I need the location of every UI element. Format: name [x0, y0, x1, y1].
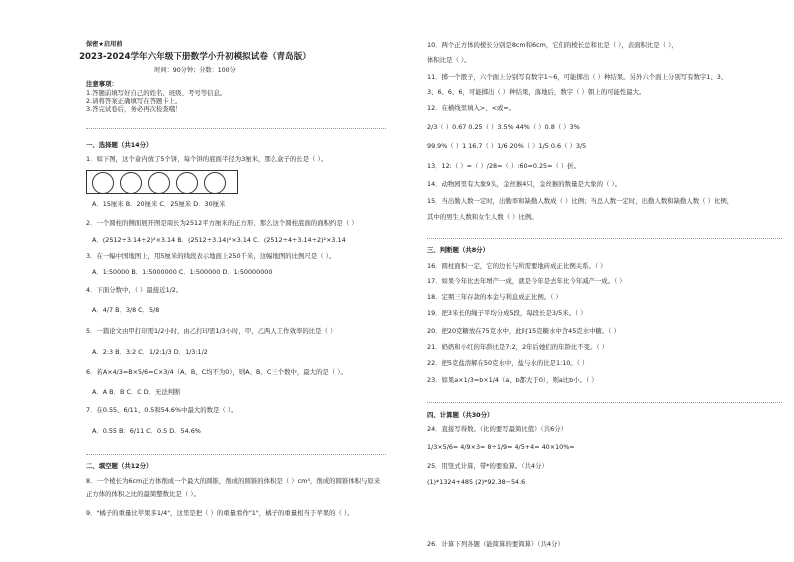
- question-5-options: A．2:3 B．3:2 C．1/2:1/3 D．1/3:1/2: [92, 348, 208, 356]
- question-25-items: (1)*1324+485 (2)*92.38−54.6: [427, 478, 526, 486]
- question-15-cont: 其中的男生人数和女生人数（ ）比例。: [427, 213, 538, 221]
- question-17: 17．如果今年比去年增产一成，就是今年是去年比今年减产一成。（ ）: [427, 277, 626, 285]
- question-6: 6．若A×4/3=B×5/6=C×3/4（A、B、C均不为0），则A、B、C三个数中，最大的是（ ）。: [86, 368, 347, 376]
- question-4: 4．下面分数中，（ ）最接近1/2。: [86, 286, 183, 294]
- question-8: 8．一个棱长为6cm正方体削成一个最大的圆锥，削成的圆锥的体积是（ ）cm³，削成的圆锥体积与原来: [86, 477, 381, 485]
- question-24: 24．直接写得数。（比的要写最简比值）（共6分）: [427, 425, 567, 433]
- question-3: 3．在一幅中国地图上，用5厘米的线段表示地面上250千米，这幅地图的比例尺是（ ）。: [86, 252, 336, 260]
- question-10-cont: 体积比是（ ）。: [427, 56, 471, 64]
- divider: [86, 128, 386, 129]
- question-26: 26．计算下列各题（能简算的要简算）（共4分）: [427, 540, 564, 548]
- note-item: 3.答完试卷后，务必再次检查哦！: [86, 105, 182, 113]
- question-11: 11．掷一个骰子，六个面上分别写有数字1~6，可能掷出（ ）种结果。另外六个面上分别写有数字1、3、: [427, 73, 728, 81]
- question-13: 13．12:（ ）=（ ）/28=（ ）:60=0.25=（ ）折。: [427, 162, 581, 170]
- question-2-options: A．(2512÷3.14÷2)²×3.14 B．(2512÷3.14)²×3.14 C．(2512÷4÷3.14÷2)²×3.14: [92, 236, 346, 244]
- question-1: 1．如下图，这个盒内放了5个饼，每个饼的底面半径为3厘米，那么盒子的长是（ ）。: [86, 155, 328, 163]
- circle-shape: [148, 172, 170, 194]
- notes-heading: 注意事项：: [86, 80, 118, 88]
- section-heading-four: 四、计算题（共30分）: [427, 411, 494, 419]
- question-3-options: A．1:50000 B．1:5000000 C．1:500000 D．1:50000000: [92, 268, 273, 276]
- question-21: 21．奶奶和小红的年龄比是7:2，2年后她们的年龄比不变。（ ）: [427, 343, 609, 351]
- divider: [427, 402, 782, 403]
- section-heading-one: 一、选择题（共14分）: [86, 141, 153, 149]
- question-5: 5．一篇论文由甲打印需1/2小时，由乙打印需1/3小时，甲、乙两人工作效率的比是（ ）: [86, 327, 337, 335]
- question-18: 18．定期三年存款的本金与利息成正比例。（ ）: [427, 293, 562, 301]
- circles-figure: [86, 170, 238, 194]
- question-4-options: A．4/7 B．3/8 C．5/8: [92, 306, 160, 314]
- question-12: 12．在横线里填入>、<或=。: [427, 104, 516, 112]
- circle-shape: [120, 172, 142, 194]
- question-25: 25．用竖式计算，带*的要验算。（共4分）: [427, 462, 548, 470]
- question-9: 9．"橘子的重量比苹果多1/4"，这里是把（ ）的重量看作"1"，橘子的重量相当于苹果的（ ）。: [86, 509, 354, 517]
- question-22: 22．把5克盐溶解在50克水中，盐与水的比是1:10。（ ）: [427, 359, 589, 367]
- left-column: [0, 0, 390, 562]
- page-title: 2023-2024学年六年级下册数学小升初模拟试卷（青岛版）: [79, 52, 311, 62]
- question-24-items: 1/3×5/6= 4/9×3= 8÷1/9= 4/5+4= 40×10%=: [427, 443, 575, 451]
- divider: [427, 238, 782, 239]
- note-item: 2.请将答案正确填写在答题卡上。: [86, 97, 182, 105]
- secret-mark: 保密★启用前: [86, 41, 123, 48]
- question-16: 16．圆柱面积一定，它的边长与所需要地砖成正比例关系。（ ）: [427, 262, 607, 270]
- question-12-row-2: 99.9%（ ）1 16.7（ ）1/6 20%（ ）1/5 0.6（ ）3/5: [427, 142, 587, 150]
- question-6-options: A．A B．B C．C D．无法判断: [92, 388, 181, 396]
- section-heading-two: 二、填空题（共12分）: [86, 462, 153, 470]
- question-8-cont: 正方体的体积之比的最简整数比是（ ）。: [86, 490, 200, 498]
- circle-shape: [204, 172, 226, 194]
- page-subtitle: 时间：90分钟；分数：100分: [154, 67, 236, 74]
- question-14: 14．动物园里有大象9头，金丝猴4只，金丝猴的数量是大象的（ ）。: [427, 180, 622, 188]
- divider: [86, 454, 386, 455]
- section-heading-three: 三、判断题（共8分）: [427, 246, 489, 254]
- question-7: 7．在0.55、6/11、0.5和54.6%中最大的数是（ ）。: [86, 406, 238, 414]
- question-7-options: A．0.55 B．6/11 C．0.5 D．54.6%: [92, 427, 201, 435]
- question-12-row-1: 2/3（ ）0.67 0.25（ ）3.5% 44%（ ）0.8（ ）3%: [427, 123, 580, 131]
- circle-shape: [176, 172, 198, 194]
- circle-shape: [92, 172, 114, 194]
- question-1-options: A．15厘米 B．20厘米 C．25厘米 D．30厘米: [92, 200, 226, 208]
- question-20: 20．把20克糖放在75克水中，此时15克糖水中含45克水中糖。（ ）: [427, 327, 620, 335]
- question-19: 19．把3米长的绳子平均分成5段，每段长是3/5米。（ ）: [427, 309, 587, 317]
- question-11-cont: 3、6、6、6，可能掷出（ ）种结果，落地后，数字（ ）朝上的可能性最大。: [427, 88, 646, 96]
- right-column: [397, 0, 787, 562]
- question-15: 15．当出勤人数一定时，出勤率和缺勤人数成（ ）比例；当总人数一定时，出勤人数和缺勤人数（ ）比例，: [427, 197, 734, 205]
- question-10: 10．两个正方体的棱长分别是8cm和6cm，它们的棱长总和比是（ ），表面积比是（ ），: [427, 41, 678, 49]
- question-2: 2．一个圆柱的侧面展开图是周长为2512平方厘米的正方形，那么这个圆柱底面的面积约是（ ）: [86, 219, 358, 227]
- question-23: 23．如果a×1/3=b×1/4（a、b都大于0），则a比b小。（ ）: [427, 376, 598, 384]
- note-item: 1.答题前填写好自己的姓名、班级、考号等信息。: [86, 89, 227, 97]
